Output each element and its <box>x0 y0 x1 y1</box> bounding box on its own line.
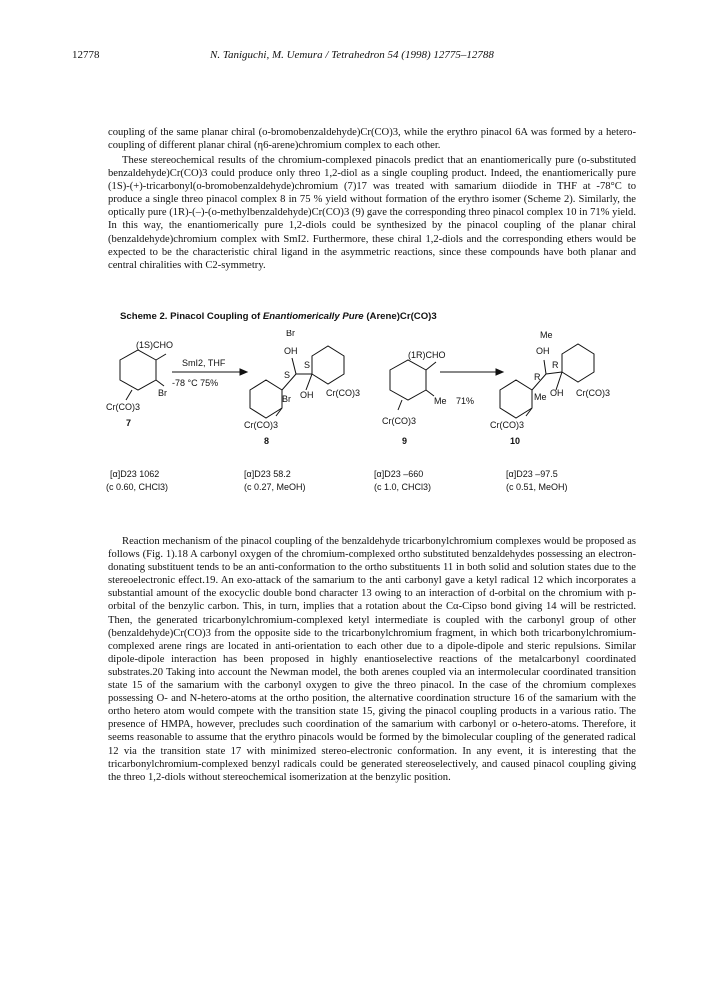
label-r2: R <box>552 360 559 370</box>
scheme-2-structures <box>100 330 640 470</box>
label-br-7: Br <box>158 388 167 398</box>
scheme-title <box>120 311 437 322</box>
paragraph-3: Reaction mechanism of the pinacol coupling of the benzaldehyde tricarbonylchromium complexes would be proposed as follows (Fig. 1).18 A carbonyl oxygen of the chromium-complexed ortho substituted benzaldehydes possessing an electron-donating substituent tends to be an anti-conformation to the ortho substituents 11 in both solid and solution states due to the stereoelectronic effect.19. An exo-attack of the samarium to the anti carbonyl gave a ketyl radical 12 which incorporates a substantial amount of the exocyclic double bond character 13 owing to an interaction of d-orbital on the chromium with p-orbital of the benzylic carbon. This, in turn, implies that a rotation about the Cα-Cipso bond giving 14 will be restricted. Then, the generated tricarbonylchromium-complexed ketyl intermediate is coupled with the carbonyl group of other (benzaldehyde)Cr(CO)3 from the opposite side to the tricarbonylchromium fragment, in which both tricarbonylchromium-complexed arene rings are located in anti-orientation to each other due to a dipole-dipole and steric repulsions. Similar dipole-dipole interaction has been proposed in highly enantioselective reactions of the metalcarbonyl coordinated substrates.20 Taking into account the Newman model, the both arenes coupled via an intermolecular coordinated transition state 15 of the samarium with the carbonyl oxygen to give the threo pinacol. In the case of the chromium complexes possessing O- and N-hetero-atoms at the ortho position, the alternative coordination structure 16 of the samarium with the ortho hetero atom would compete with the transition state 15, giving the pinacol coupling products in a various ratio. The presence of HMPA, however, precludes such coordination of the samarium with carbonyl or o-hetero-atoms. Therefore, it seems reasonable to assume that the erythro pinacols would be formed by the bimolecular coupling of the generated radical 12 via the transition state 17 with minimized stereo-electronic conformation. In any event, it is interesting that the tricarbonylchromium-complexed benzyl radicals could be generated stereoselectively, and caused pinacol coupling giving the threo 1,2-diols without stereochemical isomerization at the benzylic position. <box>108 536 636 783</box>
label-yield-9: 71% <box>456 396 475 406</box>
rotation-10-alpha: [α]D23 –97.5 <box>506 469 558 479</box>
label-s2: S <box>304 360 311 370</box>
ring-8a <box>250 380 282 418</box>
label-cond: -78 °C 75% <box>172 378 219 388</box>
rotation-7-alpha: [α]D23 1062 <box>110 469 160 479</box>
label-num-9: 9 <box>402 436 408 446</box>
ring-10b <box>562 344 594 382</box>
rotation-8-cond: (c 0.27, MeOH) <box>244 482 306 492</box>
ring-9 <box>390 360 426 400</box>
label-reagent: SmI2, THF <box>182 358 226 368</box>
paragraph-1: coupling of the same planar chiral (o-bromobenzaldehyde)Cr(CO)3, while the erythro pinacol 6A was formed by a hetero-coupling of different planar chiral (η6-arene)chromium complex to each other. <box>108 127 636 152</box>
label-crco3-8-right: Cr(CO)3 <box>326 388 360 398</box>
label-crco3-10-right: Cr(CO)3 <box>576 388 610 398</box>
label-crco3-8-bottom: Cr(CO)3 <box>244 420 278 430</box>
rotation-7-cond: (c 0.60, CHCl3) <box>106 482 169 492</box>
label-oh-10-top: OH <box>536 346 550 356</box>
label-r1: R <box>534 372 541 382</box>
label-br-8: Br <box>282 394 291 404</box>
scheme-title-italic: Enantiomerically Pure <box>262 311 364 322</box>
label-me-10: Me <box>534 392 547 402</box>
rotation-8-alpha: [α]D23 58.2 <box>244 469 291 479</box>
label-crco3-10-bottom: Cr(CO)3 <box>490 420 524 430</box>
running-title: N. Taniguchi, M. Uemura / Tetrahedron 54 (1998) 12775–12788 <box>210 49 494 61</box>
paragraph-2: These stereochemical results of the chromium-complexed pinacols predict that an enantiomerically pure (o-substituted benzaldehyde)Cr(CO)3 could produce only threo 1,2-diol as a single coupling product. Indeed, the enantiomerically pure (1S)-(+)-tricarbonyl(o-bromobenzaldehyde)chromium (7)17 was treated with samarium diiodide in THF at -78°C to produce a single threo pinacol complex 8 in 75 % yield without formation of the erythro isomer (Scheme 2). Similarly, the optically pure (1R)-(–)-(o-methylbenzaldehyde)Cr(CO)3 (9) gave the corresponding threo pinacol complex 10 in 71% yield. In this way, the enantiomerically pure 1,2-diols could be synthesized by the pinacol coupling of the planar chiral (benzaldehyde)chromium complex with SmI2. Furthermore, these chiral 1,2-diols and the corresponding ethers would be expected to be the characteristic chiral ligand in the asymmetric reactions, since these compounds have both planar and central chiralities with C2-symmetry. <box>108 155 636 271</box>
label-br-8-top: Br <box>286 330 295 338</box>
label-num-7: 7 <box>126 418 132 428</box>
label-me-10-top: Me <box>540 330 553 340</box>
scheme-title-prefix: Scheme 2. Pinacol Coupling of <box>120 311 263 322</box>
label-me-9: Me <box>434 396 447 406</box>
rotation-9-alpha: [α]D23 –660 <box>374 469 424 479</box>
label-cho-7: (1S)CHO <box>136 340 174 350</box>
label-cho-9: (1R)CHO <box>408 350 446 360</box>
rotation-9-cond: (c 1.0, CHCl3) <box>374 482 432 492</box>
label-s1: S <box>284 370 291 380</box>
label-crco3-7: Cr(CO)3 <box>106 402 140 412</box>
label-crco3-9: Cr(CO)3 <box>382 416 416 426</box>
label-oh-8: OH <box>300 390 314 400</box>
scheme-title-suffix: (Arene)Cr(CO)3 <box>363 311 437 322</box>
label-oh-8-top: OH <box>284 346 298 356</box>
label-num-10: 10 <box>510 436 521 446</box>
rotation-10-cond: (c 0.51, MeOH) <box>506 482 568 492</box>
ring-8b <box>312 346 344 384</box>
label-num-8: 8 <box>264 436 270 446</box>
page-number: 12778 <box>72 49 100 61</box>
ring-10a <box>500 380 532 418</box>
ring-7 <box>120 350 156 390</box>
label-oh-10: OH <box>550 388 564 398</box>
